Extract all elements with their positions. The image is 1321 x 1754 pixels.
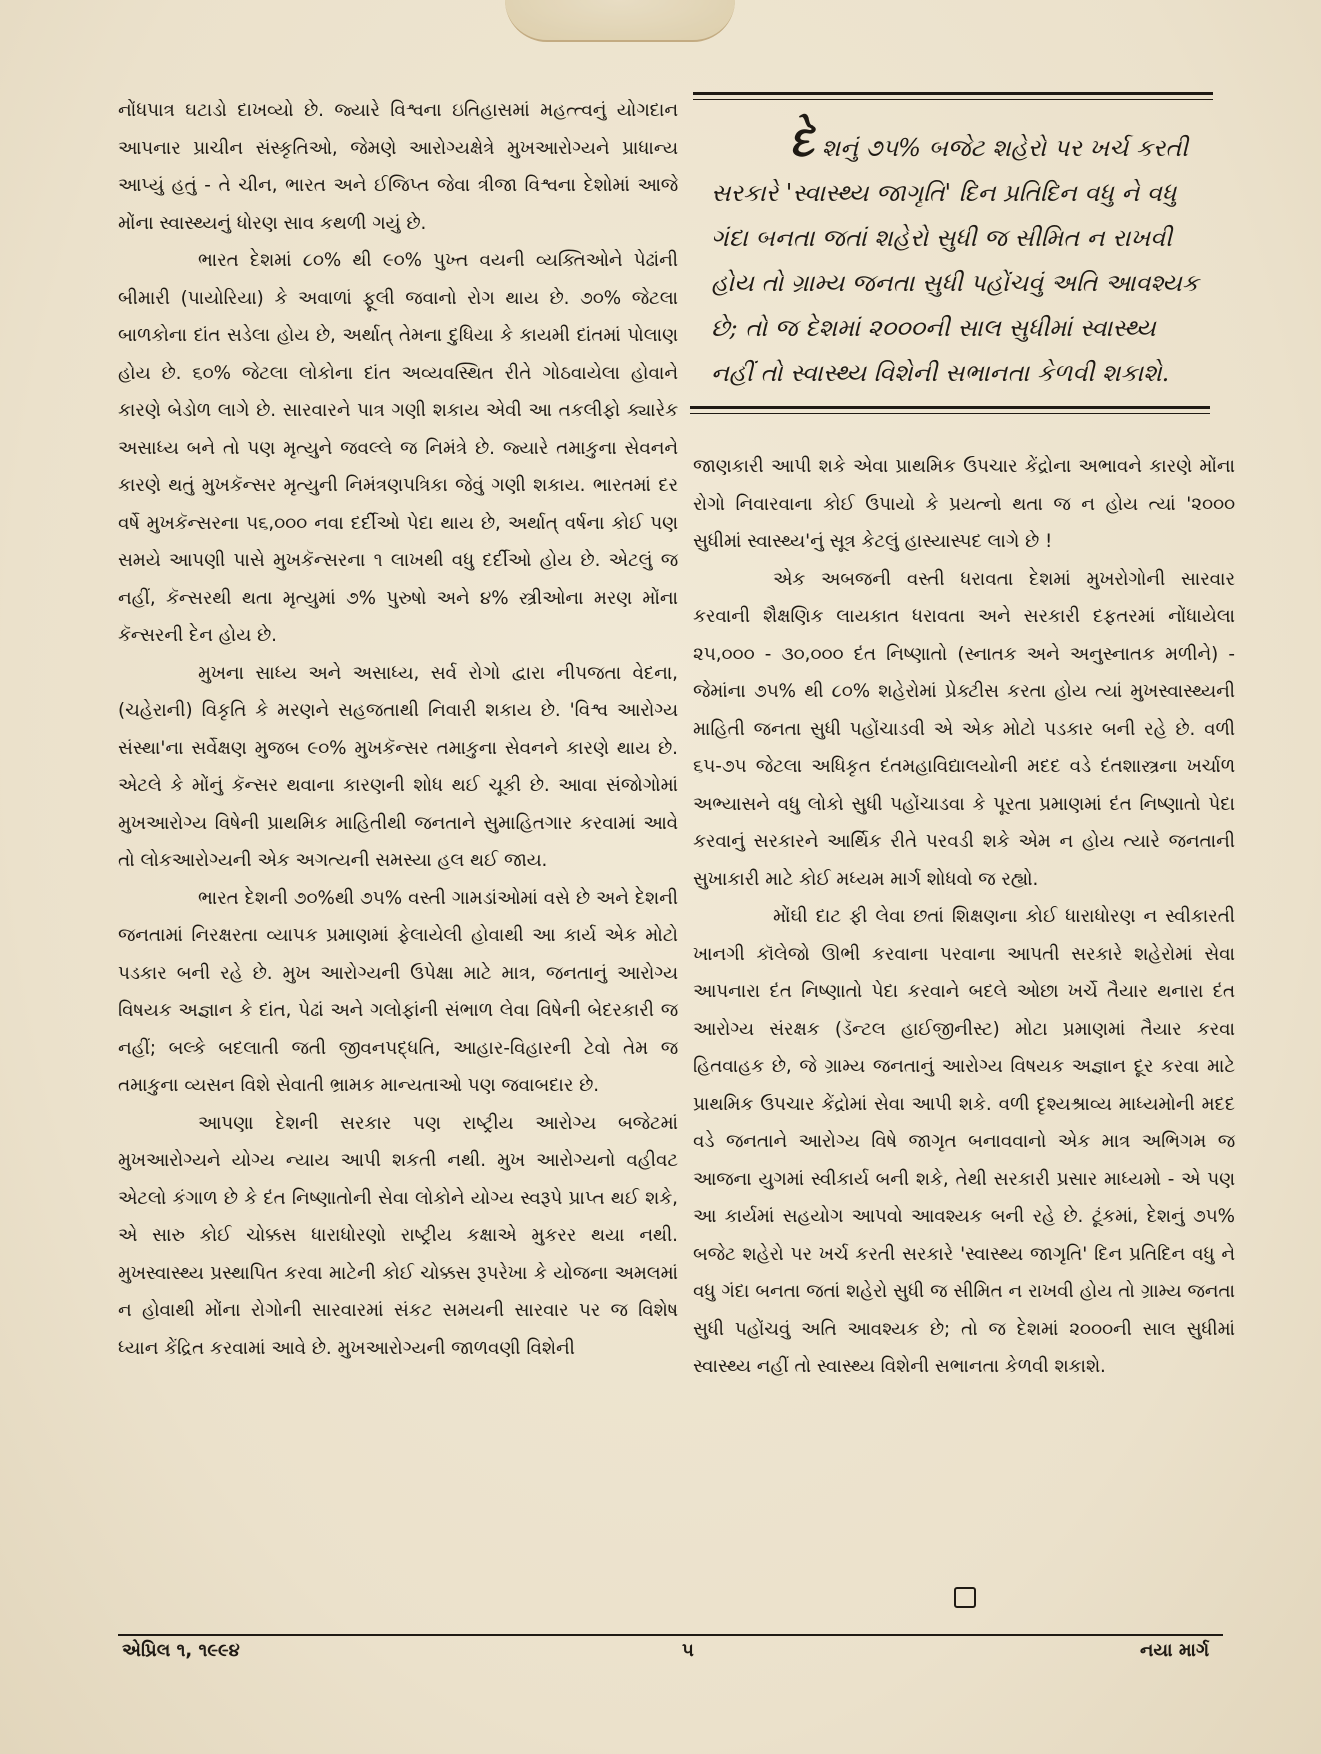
- drop-cap: દે: [789, 116, 814, 167]
- paragraph: મુખના સાધ્ય અને અસાધ્ય, સર્વ રોગો દ્વારા નીપજતા વેદના, (ચહેરાની) વિકૃતિ કે મરણને સહજતાથી નિવારી શકાય છે. 'વિશ્વ આરોગ્ય સંસ્થા'ના સર્વેક્ષણ મુજબ ૯૦% મુખકૅન્સર તમાકુના સેવનને કારણે થાય છે. એટલે કે મોંનું કૅન્સર થવાના કારણની શોધ થઈ ચૂકી છે. આવા સંજોગોમાં મુખઆરોગ્ય વિષેની પ્રાથમિક માહિતીથી જનતાને સુમાહિતગાર કરવામાં આવે તો લોકઆરોગ્યની એક અગત્યની સમસ્યા હલ થઈ જાય.: [118, 662, 678, 871]
- paragraph: આપણા દેશની સરકાર પણ રાષ્ટ્રીય આરોગ્ય બજેટમાં મુખઆરોગ્યને યોગ્ય ન્યાય આપી શકતી નથી. મુખ આરોગ્યનો વહીવટ એટલો કંગાળ છે કે દંત નિષ્ણાતોની સેવા લોકોને યોગ્ય સ્વરૂપે પ્રાપ્ત થઈ શકે, એ સારુ કોઈ ચોક્કસ ધારાધોરણો રાષ્ટ્રીય કક્ષાએ મુકરર થયા નથી. મુખસ્વાસ્થ્ય પ્રસ્થાપિત કરવા માટેની કોઈ ચોક્કસ રૂપરેખા કે યોજના અમલમાં ન હોવાથી મોંના રોગોની સારવારમાં સંકટ સમયની સારવાર પર જ વિશેષ ધ્યાન કેંદ્રિત કરવામાં આવે છે. મુખઆરોગ્યની જાળવણી વિશેની: [118, 1112, 678, 1359]
- end-mark-icon: [954, 1587, 976, 1608]
- paragraph: જાણકારી આપી શકે એવા પ્રાથમિક ઉપચાર કેંદ્રોના અભાવને કારણે મોંના રોગો નિવારવાના કોઈ ઉપાયો કે પ્રયત્નો થતા જ ન હોય ત્યાં '૨૦૦૦ સુધીમાં સ્વાસ્થ્ય'નું સૂત્ર કેટલું હાસ્યાસ્પદ લાગે છે !: [693, 456, 1235, 552]
- paragraph: એક અબજની વસ્તી ધરાવતા દેશમાં મુખરોગોની સારવાર કરવાની શૈક્ષણિક લાયકાત ધરાવતા અને સરકારી દફતરમાં નોંધાયેલા ૨૫,૦૦૦ - ૩૦,૦૦૦ દંત નિષ્ણાતો (સ્નાતક અને અનુસ્નાતક મળીને) - જેમાંના ૭૫% થી ૮૦% શહેરોમાં પ્રેક્ટીસ કરતા હોય ત્યાં મુખસ્વાસ્થ્યની માહિતી જનતા સુધી પહોંચાડવી એ એક મોટો પડકાર બની રહે છે. વળી ૬૫-૭૫ જેટલા અધિકૃત દંતમહાવિદ્યાલયોની મદદ વડે દંતશાસ્ત્રના ખર્ચાળ અભ્યાસને વધુ લોકો સુધી પહોંચાડવા કે પૂરતા પ્રમાણમાં દંત નિષ્ણાતો પેદા કરવાનું સરકારને આર્થિક રીતે પરવડી શકે એમ ન હોય ત્યારે જનતાની સુખાકારી માટે કોઈ મધ્યમ માર્ગ શોધવો જ રહ્યો.: [693, 568, 1235, 890]
- pull-quote-bottom-rule: [690, 406, 1210, 414]
- left-column: [118, 92, 678, 1367]
- footer-date: એપ્રિલ ૧, ૧૯૯૪: [122, 1640, 240, 1661]
- paragraph: મોંઘી દાટ ફી લેવા છતાં શિક્ષણના કોઈ ધારાધોરણ ન સ્વીકારતી ખાનગી કૉલેજો ઊભી કરવાના પરવાના આપતી સરકારે શહેરોમાં સેવા આપનારા દંત નિષ્ણાતો પેદા કરવાને બદલે ઓછા ખર્ચે તૈયાર થનારા દંત આરોગ્ય સંરક્ષક (ડૅન્ટલ હાઈજીનીસ્ટ) મોટા પ્રમાણમાં તૈયાર કરવા હિતવાહક છે, જે ગ્રામ્ય જનતાનું આરોગ્ય વિષયક અજ્ઞાન દૂર કરવા માટે પ્રાથમિક ઉપચાર કેંદ્રોમાં સેવા આપી શકે. વળી દૃશ્યશ્રાવ્ય માધ્યમોની મદદ વડે જનતાને આરોગ્ય વિષે જાગૃત બનાવવાનો એક માત્ર અભિગમ જ આજના યુગમાં સ્વીકાર્ય બની શકે, તેથી સરકારી પ્રસાર માધ્યમો - એ પણ આ કાર્યમાં સહયોગ આપવો આવશ્યક બની રહે છે. ટૂંકમાં, દેશનું ૭૫% બજેટ શહેરો પર ખર્ચ કરતી સરકારે 'સ્વાસ્થ્ય જાગૃતિ' દિન પ્રતિદિન વધુ ને વધુ ગંદા બનતા જતાં શહેરો સુધી જ સીમિત ન રાખવી હોય તો ગ્રામ્ય જનતા સુધી પહોંચવું અતિ આવશ્યક છે; તો જ દેશમાં ૨૦૦૦ની સાલ સુધીમાં સ્વાસ્થ્ય નહીં તો સ્વાસ્થ્ય વિશેની સભાનતા કેળવી શકાશે.: [693, 906, 1235, 1377]
- paper-stain: [505, 0, 735, 42]
- magazine-title: નયા માર્ગ: [1140, 1640, 1210, 1661]
- footer-rule: [118, 1634, 1223, 1636]
- page-number: ૫: [682, 1640, 694, 1661]
- right-column: [693, 448, 1235, 1386]
- paragraph: ભારત દેશની ૭૦%થી ૭૫% વસ્તી ગામડાંઓમાં વસે છે અને દેશની જનતામાં નિરક્ષરતા વ્યાપક પ્રમાણમાં ફેલાયેલી હોવાથી આ કાર્ય એક મોટો પડકાર બની રહે છે. મુખ આરોગ્યની ઉપેક્ષા માટે માત્ર, જનતાનું આરોગ્ય વિષયક અજ્ઞાન કે દાંત, પેઢાં અને ગલોફાંની સંભાળ લેવા વિષેની બેદરકારી જ નહીં; બલ્કે બદલાતી જતી જીવનપદ્ધતિ, આહાર-વિહારની ટેવો તેમ જ તમાકુના વ્યસન વિશે સેવાતી ભ્રામક માન્યતાઓ પણ જવાબદાર છે.: [118, 887, 678, 1096]
- pull-quote-text: શનું ૭૫% બજેટ શહેરો પર ખર્ચ કરતી સરકારે 'સ્વાસ્થ્ય જાગૃતિ' દિન પ્રતિદિન વધુ ને વધુ ગંદા બનતા જતાં શહેરો સુધી જ સીમિત ન રાખવી હોય તો ગ્રામ્ય જનતા સુધી પહોંચવું અતિ આવશ્યક છે; તો જ દેશમાં ૨૦૦૦ની સાલ સુધીમાં સ્વાસ્થ્ય નહીં તો સ્વાસ્થ્ય વિશેની સભાનતા કેળવી શકાશે.: [711, 134, 1199, 387]
- pull-quote-text-block: [693, 116, 1213, 396]
- pull-quote: [693, 92, 1213, 414]
- pull-quote-top-rule: [693, 92, 1213, 100]
- paragraph: ભારત દેશમાં ૮૦% થી ૯૦% પુખ્ત વયની વ્યક્તિઓને પેઢાંની બીમારી (પાયોરિયા) કે અવાળાં ફૂલી જવાનો રોગ થાય છે. ૭૦% જેટલા બાળકોના દાંત સડેલા હોય છે, અર્થાત્ તેમના દુધિયા કે કાયમી દાંતમાં પોલાણ હોય છે. ૬૦% જેટલા લોકોના દાંત અવ્યવસ્થિત રીતે ગોઠવાયેલા હોવાને કારણે બેડોળ લાગે છે. સારવારને પાત્ર ગણી શકાય એવી આ તકલીફો ક્યારેક અસાધ્ય બને તો પણ મૃત્યુને જવલ્લે જ નિમંત્રે છે. જ્યારે તમાકુના સેવનને કારણે થતું મુખકૅન્સર મૃત્યુની નિમંત્રણપત્રિકા જેવું ગણી શકાય. ભારતમાં દર વર્ષે મુખકૅન્સરના ૫૬,૦૦૦ નવા દર્દીઓ પેદા થાય છે, અર્થાત્ વર્ષના કોઈ પણ સમયે આપણી પાસે મુખકૅન્સરના ૧ લાખથી વધુ દર્દીઓ હોય છે. એટલું જ નહીં, કૅન્સરથી થતા મૃત્યુમાં ૭% પુરુષો અને ૪% સ્ત્રીઓના મરણ મોંના કૅન્સરની દેન હોય છે.: [118, 250, 678, 646]
- paragraph: નોંધપાત્ર ઘટાડો દાખવ્યો છે. જ્યારે વિશ્વના ઇતિહાસમાં મહત્ત્વનું યોગદાન આપનાર પ્રાચીન સંસ્કૃતિઓ, જેમણે આરોગ્યક્ષેત્રે મુખઆરોગ્યને પ્રાધાન્ય આપ્યું હતું - તે ચીન, ભારત અને ઈજિપ્ત જેવા ત્રીજા વિશ્વના દેશોમાં આજે મોંના સ્વાસ્થ્યનું ધોરણ સાવ કથળી ગયું છે.: [118, 100, 678, 234]
